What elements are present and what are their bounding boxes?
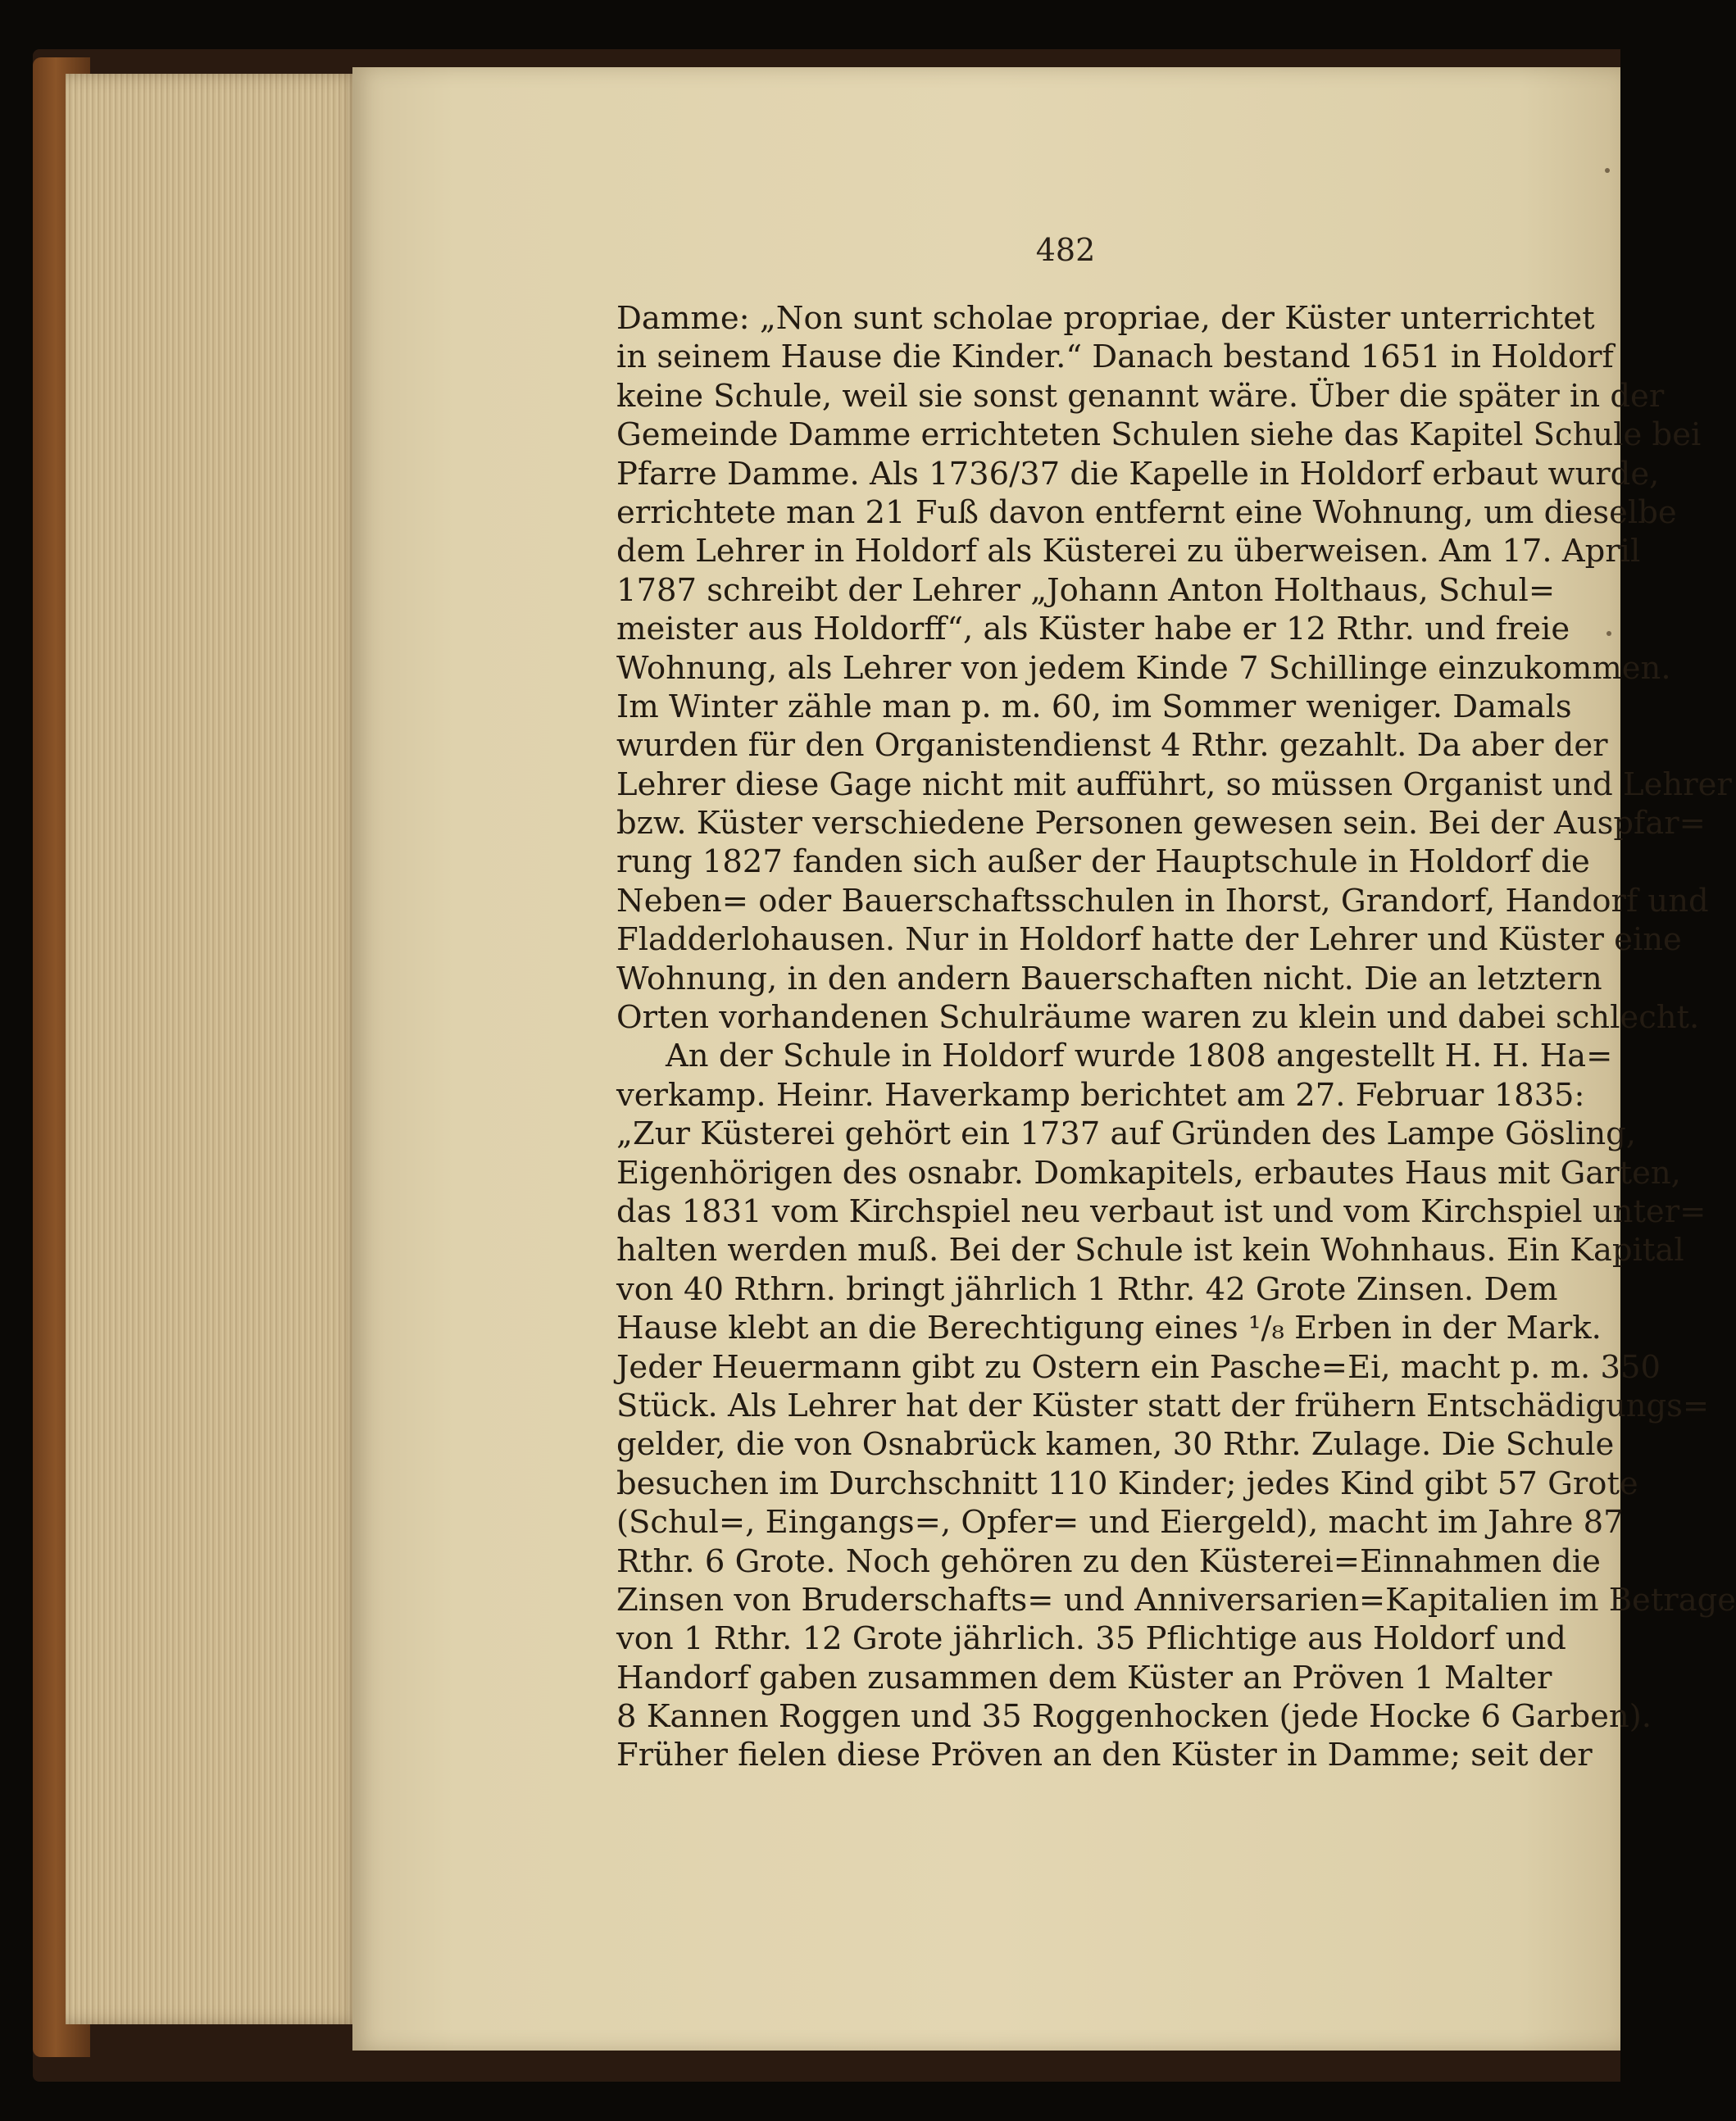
text-line: 1787 schreibt der Lehrer „Johann Anton Holthaus, Schul= xyxy=(616,571,1556,609)
text-line: Wohnung, in den andern Bauerschaften nicht. Die an letztern xyxy=(616,960,1602,997)
page-stack-edges xyxy=(66,74,361,2024)
text-line: dem Lehrer in Holdorf als Küsterei zu überweisen. Am 17. April xyxy=(616,533,1641,570)
text-line: Fladderlohausen. Nur in Holdorf hatte der Lehrer und Küster eine xyxy=(616,921,1682,959)
page-number: 482 xyxy=(1035,232,1096,268)
text-line: bzw. Küster verschiedene Personen gewesen sein. Bei der Auspfar= xyxy=(616,805,1706,842)
page-blemish xyxy=(1606,631,1611,636)
text-line: halten werden muß. Bei der Schule ist kein Wohnhaus. Ein Kapital xyxy=(616,1232,1684,1269)
text-line: Damme: „Non sunt scholae propriae, der Küster unterrichtet xyxy=(616,300,1595,337)
page-text-block xyxy=(616,299,1736,1775)
text-line: Pfarre Damme. Als 1736/37 die Kapelle in Holdorf erbaut wurde, xyxy=(616,455,1660,493)
text-line: Stück. Als Lehrer hat der Küster statt der frühern Entschädigungs= xyxy=(616,1387,1710,1424)
text-line: wurden für den Organistendienst 4 Rthr. gezahlt. Da aber der xyxy=(616,727,1608,765)
text-line: rung 1827 fanden sich außer der Hauptschule in Holdorf die xyxy=(616,843,1590,881)
text-line: Lehrer diese Gage nicht mit aufführt, so müssen Organist und Lehrer xyxy=(616,765,1732,803)
text-line: Früher fielen diese Pröven an den Küster in Damme; seit der xyxy=(616,1737,1593,1774)
text-line: Eigenhörigen des osnabr. Domkapitels, erbautes Haus mit Garten, xyxy=(616,1154,1681,1192)
text-line: meister aus Holdorff“, als Küster habe er 12 Rthr. und freie xyxy=(616,611,1570,648)
text-line: 8 Kannen Roggen und 35 Roggenhocken (jede Hocke 6 Garben). xyxy=(616,1698,1652,1736)
text-line: An der Schule in Holdorf wurde 1808 angestellt H. H. Ha= xyxy=(666,1038,1613,1075)
text-line: „Zur Küsterei gehört ein 1737 auf Gründen des Lampe Gösling, xyxy=(616,1115,1637,1153)
page-blemish xyxy=(1605,168,1610,173)
text-line: von 40 Rthrn. bringt jährlich 1 Rthr. 42 Grote Zinsen. Dem xyxy=(616,1270,1558,1308)
text-line: von 1 Rthr. 12 Grote jährlich. 35 Pflichtige aus Holdorf und xyxy=(616,1620,1566,1658)
text-line: besuchen im Durchschnitt 110 Kinder; jedes Kind gibt 57 Grote xyxy=(616,1465,1638,1502)
text-line: Orten vorhandenen Schulräume waren zu klein und dabei schlecht. xyxy=(616,999,1700,1037)
text-line: Jeder Heuermann gibt zu Ostern ein Pasche=Ei, macht p. m. 350 xyxy=(616,1348,1661,1386)
text-line: Neben= oder Bauerschaftsschulen in Ihorst, Grandorf, Handorf und xyxy=(616,882,1709,920)
text-line: Hause klebt an die Berechtigung eines ¹/₈ Erben in der Mark. xyxy=(616,1310,1602,1347)
text-line: das 1831 vom Kirchspiel neu verbaut ist und vom Kirchspiel unter= xyxy=(616,1192,1706,1230)
text-line: (Schul=, Eingangs=, Opfer= und Eiergeld), macht im Jahre 87 xyxy=(616,1504,1624,1542)
text-line: Im Winter zähle man p. m. 60, im Sommer weniger. Damals xyxy=(616,688,1572,725)
text-line: Wohnung, als Lehrer von jedem Kinde 7 Schillinge einzukommen. xyxy=(616,649,1671,687)
text-line: verkamp. Heinr. Haverkamp berichtet am 27. Februar 1835: xyxy=(616,1076,1585,1114)
text-line: Gemeinde Damme errichteten Schulen siehe das Kapitel Schule bei xyxy=(616,416,1702,454)
text-line: gelder, die von Osnabrück kamen, 30 Rthr. Zulage. Die Schule xyxy=(616,1426,1615,1464)
text-line: Rthr. 6 Grote. Noch gehören zu den Küsterei=Einnahmen die xyxy=(616,1542,1601,1580)
text-line: Handorf gaben zusammen dem Küster an Pröven 1 Malter xyxy=(616,1659,1552,1696)
text-line: in seinem Hause die Kinder.“ Danach bestand 1651 in Holdorf xyxy=(616,338,1614,376)
text-line: errichtete man 21 Fuß davon entfernt eine Wohnung, um dieselbe xyxy=(616,493,1677,531)
text-line: Zinsen von Bruderschafts= und Anniversarien=Kapitalien im Betrage xyxy=(616,1581,1736,1619)
text-line: keine Schule, weil sie sonst genannt wäre. Über die später in der xyxy=(616,377,1665,415)
